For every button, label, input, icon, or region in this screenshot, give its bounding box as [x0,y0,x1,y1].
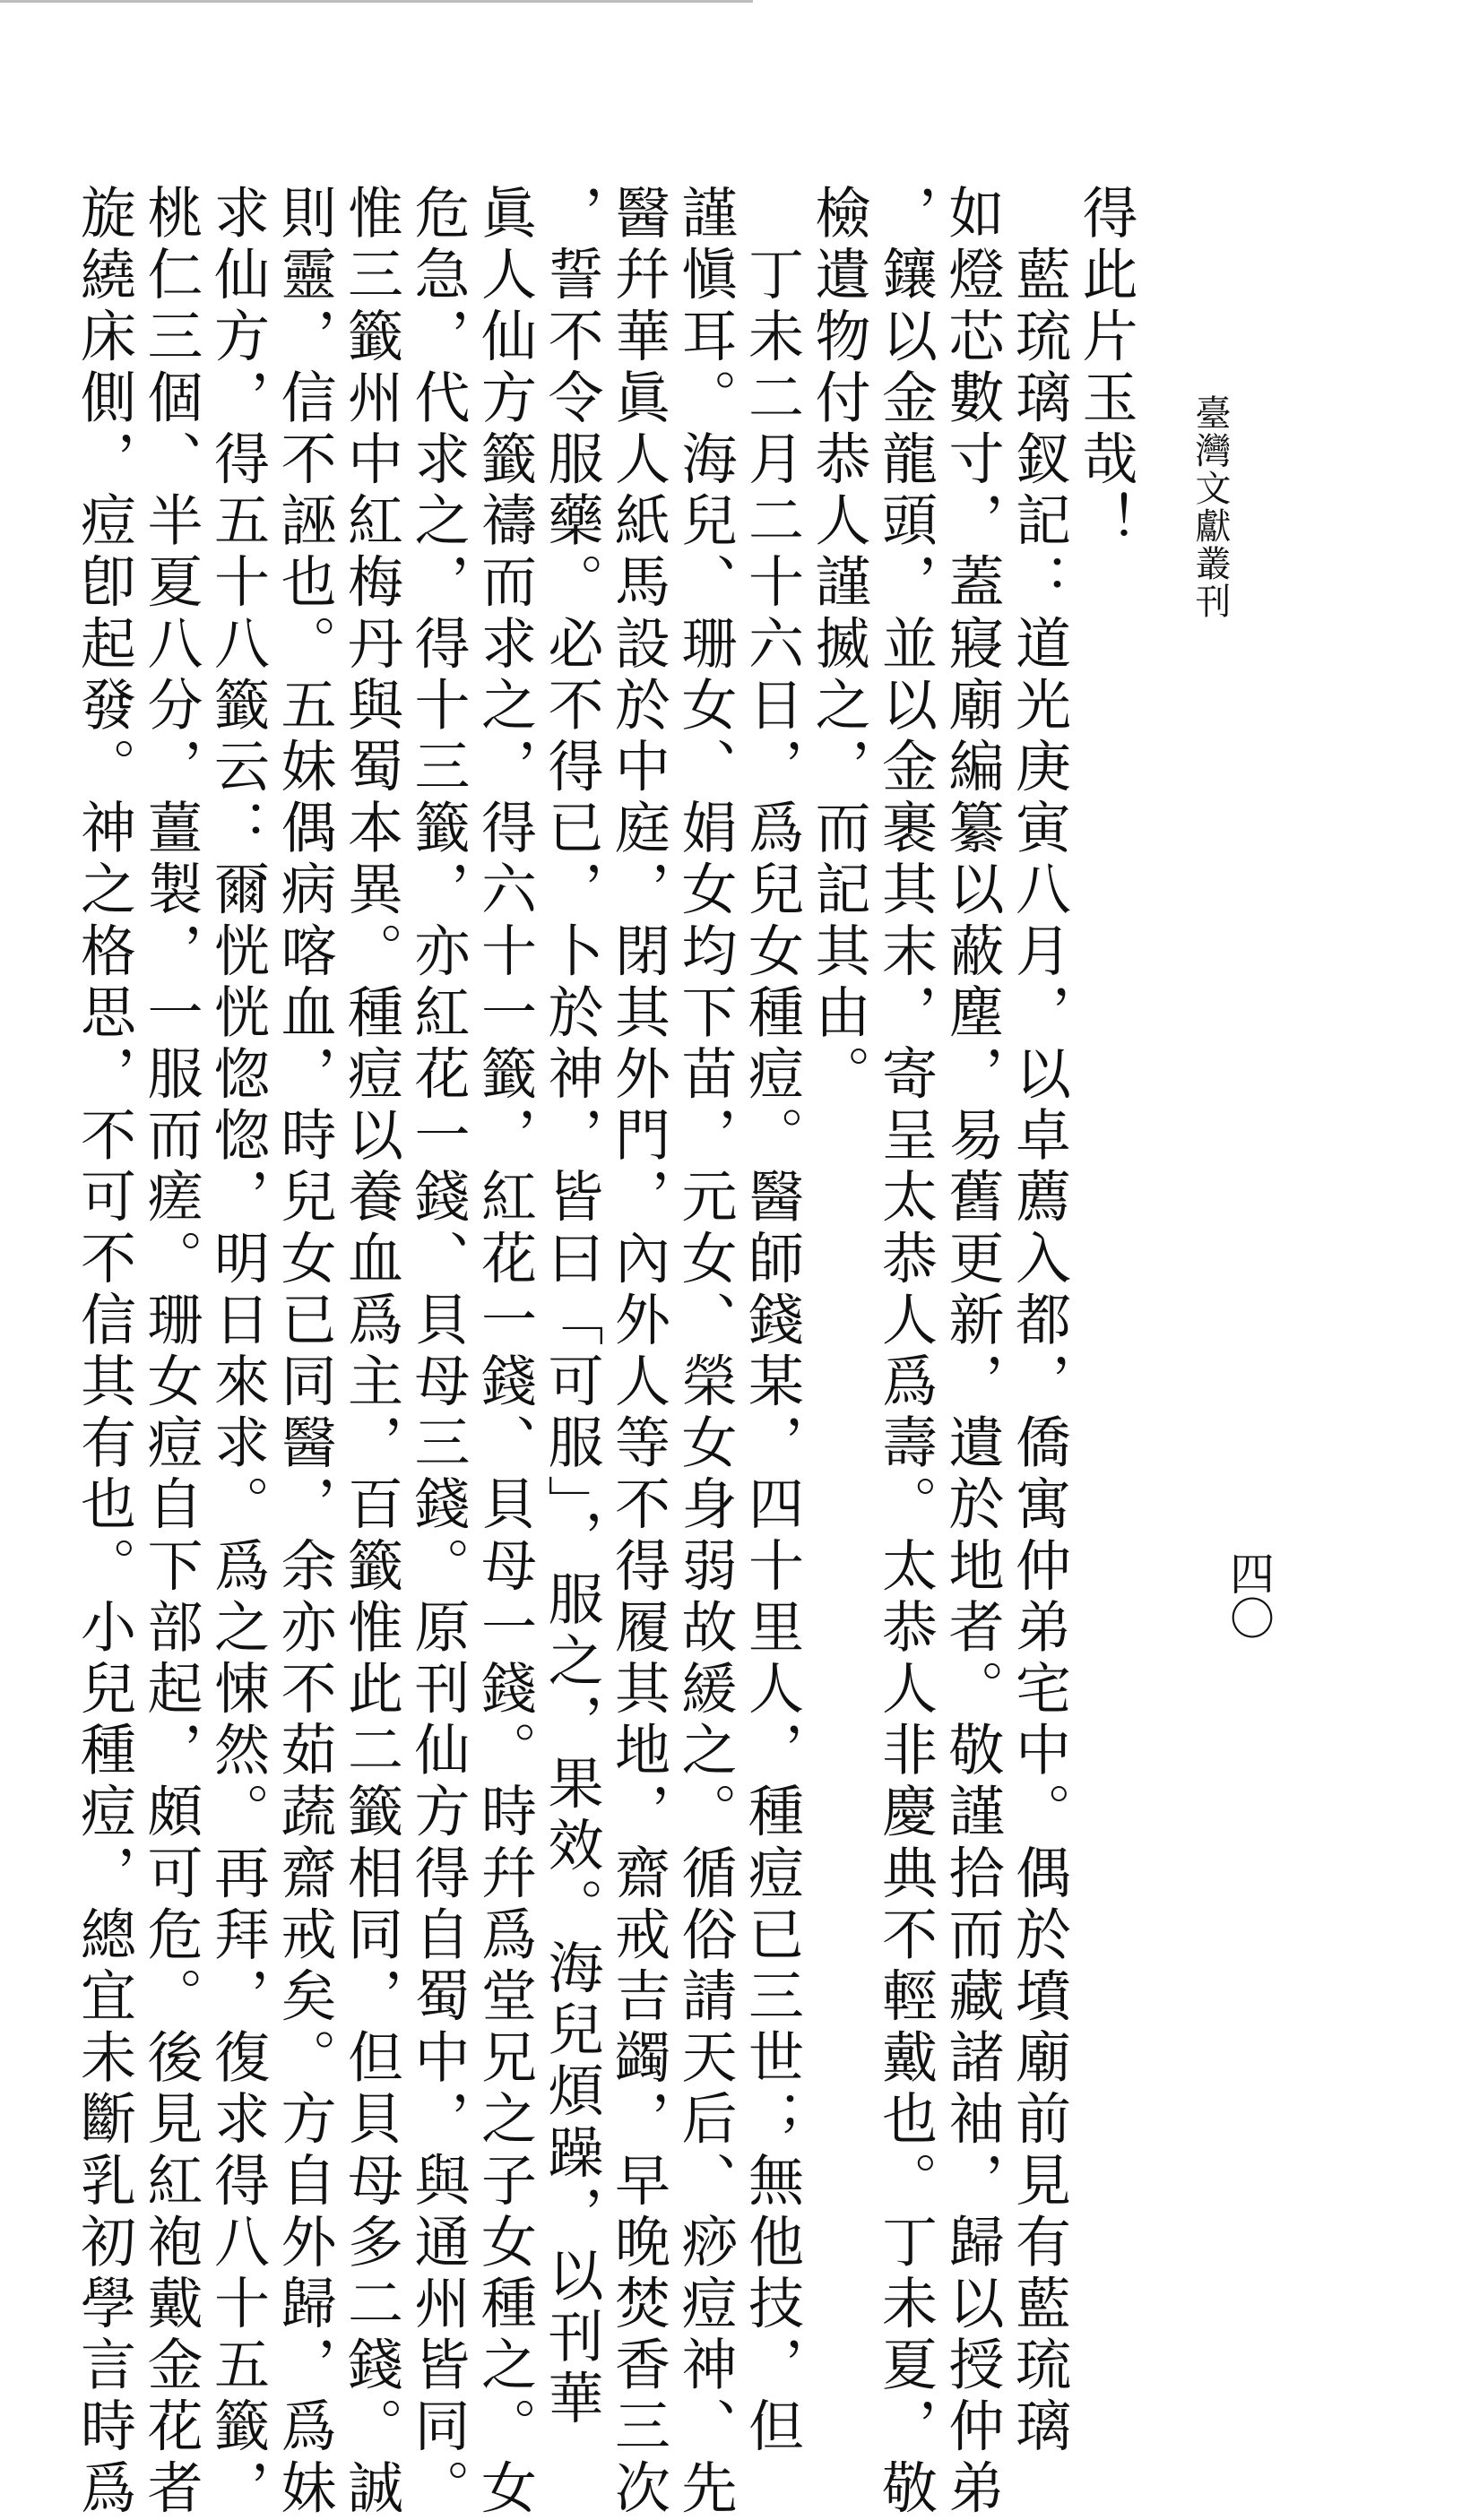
text-column: 求仙方，得五十八籤云：爾恍恍惚惚，明日來求。爲之悚然。再拜，復求得八十五籤， [204,184,271,2520]
text-column: 旋繞床側，痘卽起發。神之格思，不可不信其有也。小兒種痘，總宜未斷乳初學言時爲 [71,184,137,2520]
top-rule [0,0,753,3]
text-column: 如燈芯數寸，蓋寢廟編纂以蔽塵，易舊更新，遺於地者。敬謹拾而藏諸袖，歸以授仲弟 [939,184,1005,2520]
text-column: 藍琉璃釵記：道光庚寅八月，以卓薦入都，僑寓仲弟宅中。偶於墳廟前見有藍琉璃 [1006,184,1072,2459]
body-text [71,184,1138,2520]
page-number: 四〇 [1223,1550,1275,1640]
text-column: 眞人仙方籤禱而求之，得六十一籤，紅花一錢、貝母一錢。時幷爲堂兄之子女種之。女 [471,184,538,2520]
text-column: ，鑲以金龍頭，並以金裹其末，寄呈太恭人爲壽。太恭人非慶典不輕戴也。丁未夏，敬 [872,184,938,2520]
text-column: 危急，代求之，得十三籤，亦紅花一錢、貝母三錢。原刊仙方得自蜀中，與通州皆同。 [405,184,471,2520]
text-column: 則靈，信不誣也。五妹偶病喀血，時兒女已同醫，余亦不茹蔬齋戒矣。方自外歸，爲妹 [272,184,337,2520]
running-head: 臺灣文獻叢刊 [1189,394,1231,620]
text-column: ，誓不令服藥。必不得已，卜於神，皆曰「可服」，服之，果效。海兒煩躁，以刊華 [539,184,604,2431]
text-column: 得此片玉哉！ [1073,184,1138,553]
text-column: 檢遺物付恭人謹揻之，而記其由。 [806,184,871,1106]
text-column: 謹愼耳。海兒、珊女、娟女均下苗，元女、榮女身弱故緩之。循俗請天后、痧痘神、先 [672,184,738,2520]
text-column: 丁未二月二十六日，爲兒女種痘。醫師錢某，四十里人，種痘已三世；無他技，但 [739,184,805,2459]
text-column: 惟三籤州中紅梅丹與蜀本異。種痘以養血爲主，百籤惟此二籤相同，但貝母多二錢。誠 [338,184,404,2520]
text-column: 桃仁三個、半夏八分，薑製，一服而瘥。珊女痘自下部起，頗可危。後見紅袍戴金花者 [138,184,203,2520]
text-column: 醫幷華眞人紙馬設於中庭，閉其外門，內外人等不得履其地，齋戒吉蠲，早晚焚香三次 [605,184,671,2520]
